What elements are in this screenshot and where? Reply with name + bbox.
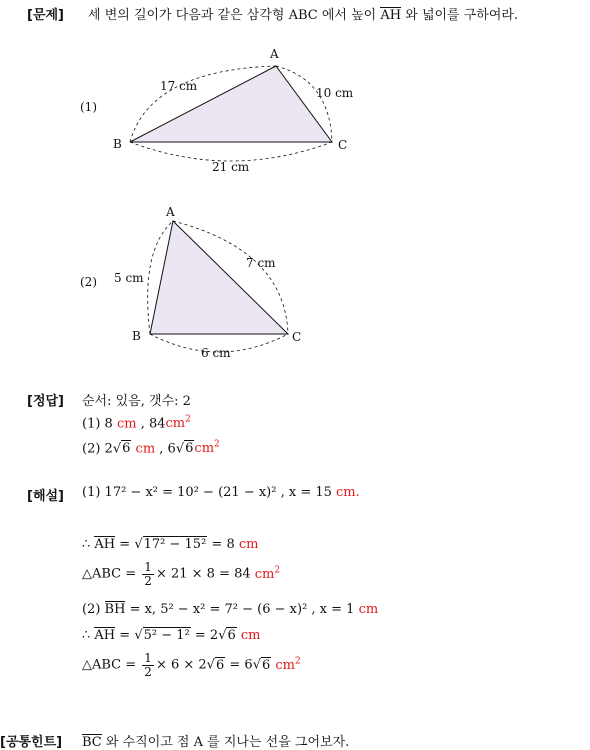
fig1-side-bc: 21 cm xyxy=(212,160,250,174)
solution-4-unit: cm xyxy=(358,602,379,617)
solution-2-bar: AH xyxy=(94,537,116,552)
fraction-half-1 xyxy=(142,561,154,587)
solution-6-sqrt1: 6 xyxy=(215,657,225,673)
solution-2-unit: cm xyxy=(238,537,259,552)
solution-5-sqrt2: 6 xyxy=(227,628,236,643)
fraction-1-num: 1 xyxy=(144,560,152,574)
solution-6-rhs1: × 6 × 2 xyxy=(155,657,207,673)
fig1-vertex-c: C xyxy=(338,138,348,152)
fig1-vertex-a: A xyxy=(270,47,279,61)
fig2-side-bc: 6 cm xyxy=(201,346,231,360)
solution-3-unit: cm xyxy=(254,566,275,582)
solution-5-sqrt: 5² − 1² xyxy=(143,628,190,643)
solution-6-unit: cm xyxy=(275,657,296,673)
solution-3-lhs: △ABC = xyxy=(82,566,141,582)
fig2-side-ab: 5 cm xyxy=(114,271,144,285)
fraction-1-den: 2 xyxy=(144,573,152,588)
answer-1-unit: cm xyxy=(116,416,137,432)
solution-tag: [해설] xyxy=(27,489,64,504)
answer-2-area-sqrt: 6 xyxy=(185,441,194,457)
answer-tag: [정답] xyxy=(27,394,64,409)
figure-1 xyxy=(80,47,354,174)
problem-text-before: 세 변의 길이가 다음과 같은 삼각형 ABC 에서 높이 xyxy=(88,8,377,23)
therefore-2: ∴ xyxy=(82,628,91,643)
solution-line-4 xyxy=(82,602,378,617)
fig2-label: (2) xyxy=(80,275,97,289)
solution-6-sqrt2: 6 xyxy=(261,657,271,673)
figure-2 xyxy=(80,205,301,360)
fig1-side-ac: 10 cm xyxy=(316,86,354,100)
solution-4-eq: = x, 5² − x² = 7² − (6 − x)² , x = 1 xyxy=(125,602,359,617)
therefore-1: ∴ xyxy=(82,537,91,552)
triangle-1-fill xyxy=(130,66,332,142)
solution-5-bar: AH xyxy=(94,628,116,643)
solution-5-unit: cm xyxy=(240,628,261,643)
fig1-side-ab: 17 cm xyxy=(160,79,198,93)
fig2-side-ac: 7 cm xyxy=(246,256,276,270)
hint-text xyxy=(82,731,349,750)
fraction-half-2 xyxy=(142,652,154,678)
problem-text-after: 와 넓이를 구하여라. xyxy=(405,8,519,23)
problem-bar-ah: AH xyxy=(380,8,402,23)
problem-tag: [문제] xyxy=(27,8,64,23)
solution-line-3: △ABC = $\frac{1}{2}$ × 21 × 8 = 84 $cm^2$ xyxy=(82,560,281,588)
solution-5-eq: = xyxy=(115,628,135,643)
arc-1-bc xyxy=(130,142,332,161)
solution-6-lhs: △ABC = xyxy=(82,657,141,673)
fig1-vertex-b: B xyxy=(113,137,122,151)
solution-1-unit: cm. xyxy=(336,485,360,500)
answer-2-sqrt: 6 xyxy=(122,441,131,457)
solution-line-6: △ABC = $\frac{1}{2}$ × 6 × 2√6 = 6√6 $cm^2$ xyxy=(82,651,301,679)
solution-2-eq: = xyxy=(115,537,135,552)
answer-1-area-unit: cm xyxy=(165,416,186,432)
hint-tag: [공통힌트] xyxy=(0,735,63,750)
hint-body: 와 수직이고 점 A 를 지나는 선을 그어보자. xyxy=(101,735,350,750)
solution-2-val: = 8 xyxy=(207,537,239,552)
answer-2-unit: cm xyxy=(135,441,156,457)
solution-6-rhs2: = 6 xyxy=(225,657,253,673)
fig2-vertex-a: A xyxy=(166,205,175,219)
solution-line-2: ∴ AH = √17² − 15² = 8 cm xyxy=(82,537,259,552)
solution-line-5: ∴ AH = √5² − 1² = 2√6 cm xyxy=(82,628,261,643)
fig2-vertex-b: B xyxy=(132,329,141,343)
answer-2-value: (2) 2 xyxy=(82,441,113,457)
answer-1-area: , 84 xyxy=(140,416,166,432)
solution-3-rhs: × 21 × 8 = 84 xyxy=(155,566,255,582)
answer-summary: 순서: 있음, 갯수: 2 xyxy=(82,394,191,409)
solution-4-bar: BH xyxy=(104,602,126,617)
solution-1-eq: (1) 17² − x² = 10² − (21 − x)² , x = 15 xyxy=(82,485,332,500)
fig2-vertex-c: C xyxy=(292,330,302,344)
solution-line-1 xyxy=(82,485,360,500)
hint-bar-bc: BC xyxy=(82,735,102,750)
answer-1-value: (1) 8 xyxy=(82,416,113,432)
answer-2: (2) 2√6 cm , $6√6cm^2$ xyxy=(82,440,220,457)
fig1-label: (1) xyxy=(80,100,97,114)
triangle-2-fill xyxy=(150,221,288,334)
fraction-2-num: 1 xyxy=(144,651,152,665)
solution-2-sqrt: 17² − 15² xyxy=(143,537,207,552)
fraction-2-den: 2 xyxy=(144,664,152,679)
answer-2-area: , 6 xyxy=(159,441,176,457)
solution-4-pre: (2) xyxy=(82,602,105,617)
answer-2-area-unit: cm xyxy=(194,441,215,457)
answer-1: (1) 8 cm , $84cm^2$ xyxy=(82,415,191,432)
solution-5-mid: = 2 xyxy=(190,628,219,643)
